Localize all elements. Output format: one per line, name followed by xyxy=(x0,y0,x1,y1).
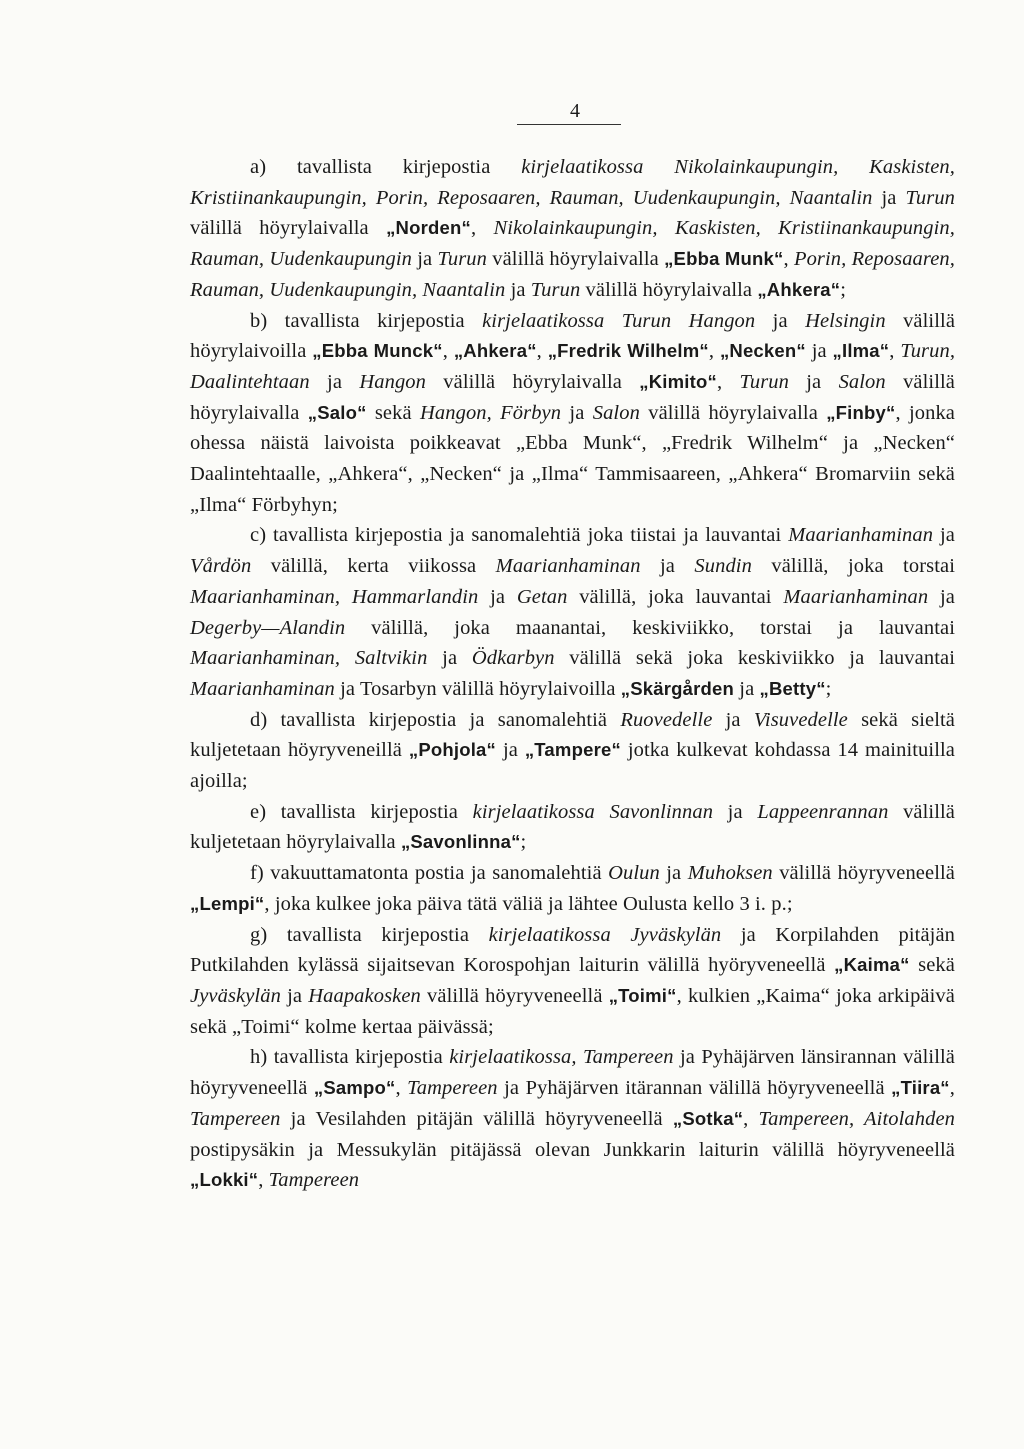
place-name: Ruovedelle xyxy=(620,708,713,731)
vessel-name: „Ilma“ xyxy=(832,340,890,362)
place-name: kirjelaatikossa Savonlinnan xyxy=(472,800,714,823)
vessel-name: „Ahkera“ xyxy=(453,340,537,362)
vessel-name: „Norden“ xyxy=(386,217,471,239)
text-run: ja Pyhäjärven länsirannan välillä höyryveneellä xyxy=(190,1046,956,1100)
vessel-name: „Lokki“ xyxy=(190,1169,259,1191)
text-run: , xyxy=(889,340,901,363)
place-name: Maarianhaminan xyxy=(495,555,641,578)
place-name: Tampereen xyxy=(190,1107,281,1130)
text-run: ja xyxy=(478,585,517,608)
text-run: jotka kulkevat kohdassa 14 mainituilla ajoilla; xyxy=(190,739,955,793)
text-run: ; xyxy=(520,831,527,854)
vessel-name: „Toimi“ xyxy=(608,984,677,1006)
vessel-name: „Sotka“ xyxy=(672,1107,744,1129)
text-run: välillä höyrylaivalla xyxy=(486,248,665,271)
text-run: sekä xyxy=(909,954,955,977)
text-run: välillä höyrylaivoilla xyxy=(190,309,956,363)
vessel-name: „Ahkera“ xyxy=(757,278,841,300)
text-run: ja Vesilahden pitäjän välillä höyryveneellä xyxy=(280,1107,673,1130)
place-name: Tampereen xyxy=(268,1169,360,1192)
text-run: , xyxy=(536,340,548,363)
place-name: Jyväskylän xyxy=(190,984,281,1007)
paragraph-c xyxy=(190,520,955,704)
place-name: Turun xyxy=(905,186,956,209)
text-run: välillä, joka torstai xyxy=(751,555,956,578)
text-run: välillä höyrylaivalla xyxy=(639,401,827,424)
paragraph-h xyxy=(190,1042,955,1196)
place-name: Sundin xyxy=(694,555,752,578)
place-name: Maarianhaminan xyxy=(190,677,335,700)
paragraph-b xyxy=(190,306,955,521)
vessel-name: „Ebba Munk“ xyxy=(664,248,784,270)
text-run: välillä höyryveneellä xyxy=(420,984,609,1007)
text-run: ; xyxy=(840,278,846,301)
vessel-name: „Tampere“ xyxy=(524,739,621,761)
text-run: ja xyxy=(712,708,754,731)
text-run: , joka kulkee joka päiva tätä väliä ja lähtee Oulusta kello 3 i. p.; xyxy=(264,892,793,915)
vessel-name: „Salo“ xyxy=(307,401,367,423)
place-name: Tampereen, Aitolahden xyxy=(758,1107,956,1130)
text-run: , xyxy=(470,217,494,240)
text-run: välillä höyrylaivalla xyxy=(190,217,387,240)
place-name: kirjelaatikossa Turun Hangon xyxy=(482,309,756,332)
text-run: sekä sieltä kuljetetaan höyryveneillä xyxy=(190,708,955,762)
vessel-name: „Betty“ xyxy=(759,677,826,699)
text-run: ja xyxy=(805,340,833,363)
place-name: Hangon, Förbyn xyxy=(419,401,562,424)
text-run: h) tavallista kirjepostia xyxy=(250,1046,450,1069)
text-run: ja Korpilahden pitäjän Putkilahden kylässä sijaitsevan Korospohjan laiturin välillä hyöryveneellä xyxy=(190,923,955,977)
text-run: ja xyxy=(928,585,955,608)
text-run: ja xyxy=(505,278,531,301)
place-name: Turun, Daalintehtaan xyxy=(190,340,956,393)
place-name: Haapakosken xyxy=(308,984,421,1007)
text-run: ja xyxy=(280,984,309,1007)
text-run: g) tavallista kirjepostia xyxy=(250,923,489,946)
text-run: ja xyxy=(734,677,760,700)
text-run: välillä sekä joka keskiviikko ja lauvantai xyxy=(554,647,955,670)
text-run: ; xyxy=(825,677,832,700)
text-run: välillä, joka lauvantai xyxy=(567,585,784,608)
place-name: Muhoksen xyxy=(687,862,773,885)
paragraph-f xyxy=(190,858,955,919)
text-run: ja xyxy=(309,370,360,393)
text-run: ja xyxy=(788,370,839,393)
text-run: , xyxy=(743,1107,759,1130)
place-name: Visuvedelle xyxy=(753,708,848,731)
place-name: Turun xyxy=(739,370,789,393)
place-name: Salon xyxy=(838,370,886,393)
place-name: Maarianhaminan xyxy=(783,585,929,608)
vessel-name: „Necken“ xyxy=(719,340,806,362)
paragraph-d xyxy=(190,705,955,797)
text-run: a) tavallista kirjepostia xyxy=(250,156,522,178)
vessel-name: „Finby“ xyxy=(826,401,896,423)
place-name: Maarianhaminan, Saltvikin xyxy=(190,647,428,670)
place-name: Salon xyxy=(592,401,640,424)
vessel-name: „Kaima“ xyxy=(834,954,910,976)
vessel-name: „Pohjola“ xyxy=(408,739,497,761)
place-name: Oulun xyxy=(608,862,660,885)
place-name: Hangon xyxy=(359,370,426,393)
place-name: Porin, Reposaaren, Rauman, Uudenkaupungin, Naantalin xyxy=(190,248,956,301)
text-run: , xyxy=(395,1077,408,1100)
place-name: Getan xyxy=(516,585,568,608)
vessel-name: „Skärgården xyxy=(620,677,735,699)
text-run: , kulkien „Kaima“ joka arkipäivä sekä „Toimi“ kolme kertaa päivässä; xyxy=(190,984,955,1038)
place-name: Degerby—Alandin xyxy=(190,616,346,639)
header-rule xyxy=(517,124,621,125)
place-name: Lappeenrannan xyxy=(757,800,889,823)
text-run: välillä höyrylaivalla xyxy=(580,278,758,301)
text-run: , xyxy=(783,248,794,271)
text-run: ja xyxy=(933,524,955,547)
vessel-name: „Lempi“ xyxy=(190,892,265,914)
text-run: välillä, joka maanantai, keskiviikko, torstai ja lauvantai xyxy=(345,616,955,639)
text-run: postipysäkin ja Messukylän pitäjässä olevan Junkkarin laiturin välillä höyryveneellä xyxy=(190,1138,955,1161)
place-name: kirjelaatikossa, Tampereen xyxy=(449,1046,674,1069)
text-run: välillä kuljetetaan höyrylaivalla xyxy=(190,800,956,854)
place-name: Maarianhaminan xyxy=(788,524,934,547)
text-run: b) tavallista kirjepostia xyxy=(250,309,483,332)
text-run: e) tavallista kirjepostia xyxy=(250,800,473,823)
text-run: välillä höyryveneellä xyxy=(772,862,955,885)
text-run: ja xyxy=(561,401,593,424)
text-run: d) tavallista kirjepostia ja sanomalehtiä xyxy=(250,708,621,731)
text-run: , jonka ohessa näistä laivoista poikkeavat „Ebba Munk“, „Fredrik Wilhelm“ ja „Necken“ Daalintehtaalle, „Ahkera“, „Necken“ ja „Ilma“ Tammisaareen, „Ahkera“ Bromarviin sekä „Ilma“ Förbyhyn; xyxy=(190,401,956,516)
text-run: sekä xyxy=(366,401,420,424)
text-run: ja xyxy=(427,647,472,670)
text-run: ja Tosarbyn välillä höyrylaivoilla xyxy=(334,677,621,700)
vessel-name: „Tiira“ xyxy=(891,1077,950,1099)
place-name: Vårdön xyxy=(190,555,252,578)
vessel-name: „Ebba Munck“ xyxy=(312,340,443,362)
place-name: Nikolainkaupungin, Kaskisten, Kristiinankaupungin, Rauman, Uudenkaupungin xyxy=(190,217,955,271)
page-number: 4 xyxy=(570,100,580,122)
paragraph-a xyxy=(190,152,955,306)
place-name: kirjelaatikossa Jyväskylän xyxy=(488,923,722,946)
place-name: Helsingin xyxy=(805,309,886,332)
text-run: f) vakuuttamatonta postia ja sanomalehtiä xyxy=(250,862,609,885)
place-name: kirjelaatikossa Nikolainkaupungin, Kaskisten, Kristiinankaupungin, Porin, Reposaaren, Rauman, Uudenkaupungin, Naantalin xyxy=(190,156,955,209)
place-name: Turun xyxy=(530,278,581,301)
body-text xyxy=(190,152,955,1196)
vessel-name: „Kimito“ xyxy=(639,370,717,392)
text-run: , xyxy=(716,370,740,393)
text-run: c) tavallista kirjepostia ja sanomalehtiä joka tiistai ja lauvantai xyxy=(250,524,789,547)
text-run: välillä höyrylaivalla xyxy=(426,370,640,393)
text-run: ja xyxy=(713,800,758,823)
text-run: välillä höyrylaivalla xyxy=(190,370,955,424)
text-run: , xyxy=(258,1169,269,1192)
place-name: Maarianhaminan, Hammarlandin xyxy=(190,585,479,608)
vessel-name: „Fredrik Wilhelm“ xyxy=(547,340,709,362)
place-name: Ödkarbyn xyxy=(471,647,555,670)
text-run: , xyxy=(442,340,454,363)
text-run: ja xyxy=(412,248,438,271)
vessel-name: „Sampo“ xyxy=(313,1077,396,1099)
text-run: ja xyxy=(496,739,525,762)
paragraph-g xyxy=(190,920,955,1043)
text-run: ja xyxy=(640,555,695,578)
text-run: , xyxy=(949,1077,955,1100)
text-run: välillä, kerta viikossa xyxy=(251,555,496,578)
text-run: ja xyxy=(872,186,906,209)
text-run: , xyxy=(708,340,720,363)
paragraph-e xyxy=(190,797,955,858)
place-name: Turun xyxy=(437,248,487,271)
place-name: Tampereen xyxy=(407,1077,498,1100)
text-run: ja xyxy=(755,309,806,332)
text-run: ja Pyhäjärven itärannan välillä höyryveneellä xyxy=(497,1077,892,1100)
text-run: ja xyxy=(659,862,688,885)
vessel-name: „Savonlinna“ xyxy=(400,831,521,853)
